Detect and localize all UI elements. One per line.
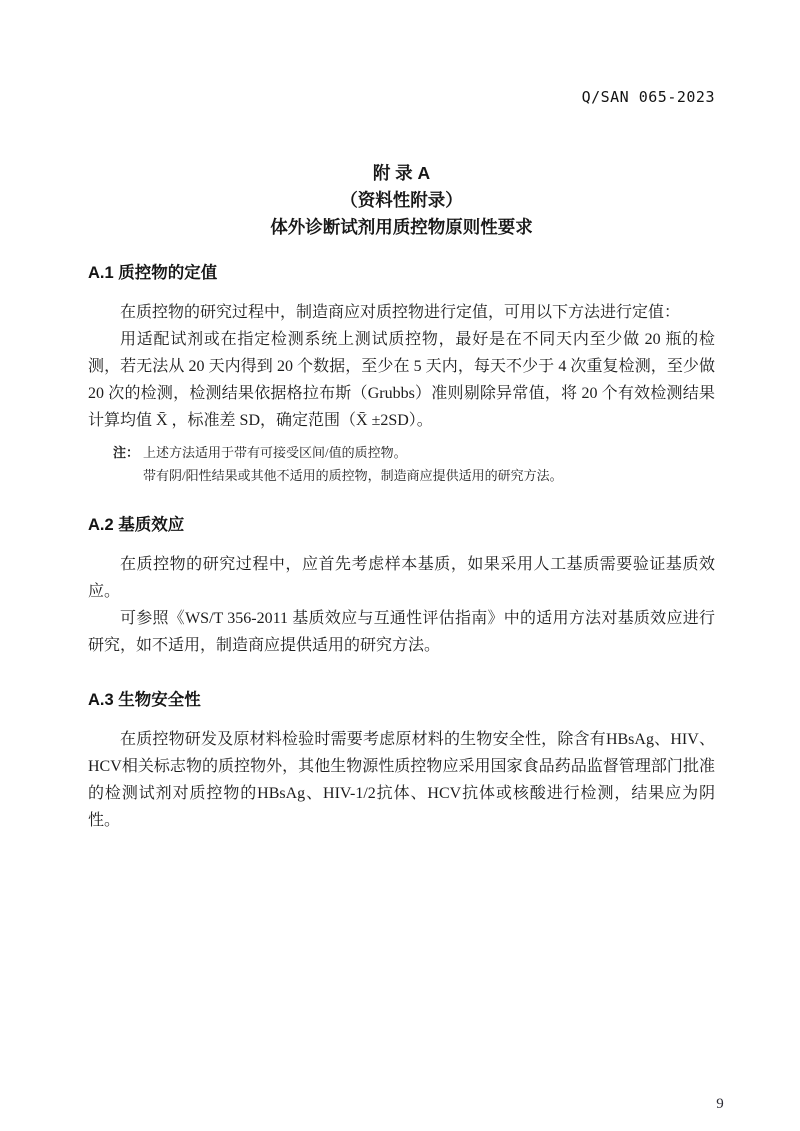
section-a3-paragraph-1: 在质控物研发及原材料检验时需要考虑原材料的生物安全性，除含有HBsAg、HIV、HCV相关标志物的质控物外，其他生物源性质控物应采用国家食品药品监督管理部门批准的检测试剂对质控物的HBsAg、HIV-1/2抗体、HCV抗体或核酸进行检测，结果应为阴性。 bbox=[88, 731, 715, 829]
document-code-header: Q/SAN 065-2023 bbox=[581, 88, 715, 106]
section-a1 bbox=[88, 262, 715, 487]
note-lines bbox=[143, 441, 563, 487]
section-a1-heading: A.1 质控物的定值 bbox=[88, 264, 218, 282]
appendix-title: 附 录 A bbox=[372, 163, 431, 183]
page-number: 9 bbox=[716, 1096, 724, 1112]
section-a3-heading: A.3 生物安全性 bbox=[88, 691, 201, 709]
section-a2-paragraph-1: 在质控物的研究过程中，应首先考虑样本基质，如果采用人工基质需要验证基质效应。 bbox=[88, 556, 715, 600]
section-a2-paragraph-2: 可参照《WS/T 356-2011 基质效应与互通性评估指南》中的适用方法对基质效应进行研究，如不适用，制造商应提供适用的研究方法。 bbox=[88, 610, 715, 654]
section-a1-paragraph-2: 用适配试剂或在指定检测系统上测试质控物，最好是在不同天内至少做 20 瓶的检测，若无法从 20 天内得到 20 个数据，至少在 5 天内，每天不少于 4 次重复检测，至少做 20 次的检测，检测结果依据格拉布斯（Grubbs）准则剔除异常值，将 20 个有效检测结果计算均值 X̄ ，标准差 SD，确定范围（X̄ ±2SD）。 bbox=[88, 331, 715, 429]
note-line-2: 带有阴/阳性结果或其他不适用的质控物，制造商应提供适用的研究方法。 bbox=[143, 468, 563, 483]
appendix-type-label: （资料性附录） bbox=[340, 190, 463, 210]
section-a1-paragraph-1: 在质控物的研究过程中，制造商应对质控物进行定值，可用以下方法进行定值： bbox=[120, 304, 681, 321]
note-line-1: 上述方法适用于带有可接受区间/值的质控物。 bbox=[143, 445, 407, 460]
appendix-subject-title: 体外诊断试剂用质控物原则性要求 bbox=[270, 217, 533, 237]
section-a1-note bbox=[113, 441, 715, 487]
section-a3 bbox=[88, 689, 715, 834]
section-a2 bbox=[88, 514, 715, 659]
section-a2-heading: A.2 基质效应 bbox=[88, 516, 185, 534]
appendix-title-block bbox=[88, 160, 715, 241]
note-label: 注： bbox=[113, 445, 140, 460]
